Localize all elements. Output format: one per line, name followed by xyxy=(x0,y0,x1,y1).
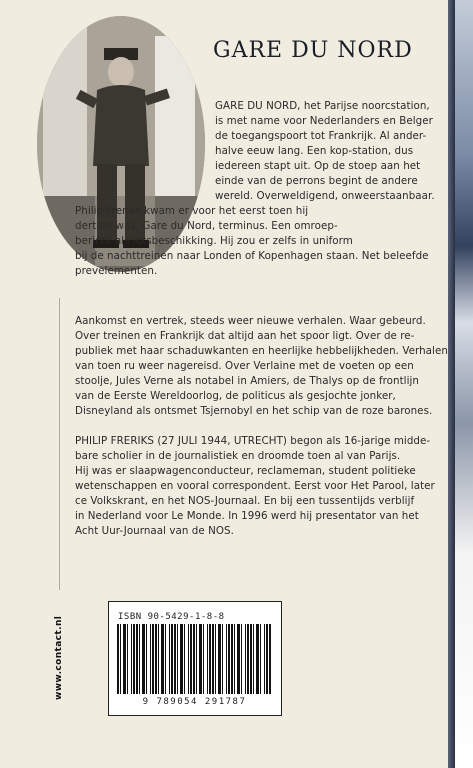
text-line: Disneyland als ontsmet Tsjernobyl en het schip van de roze barones. xyxy=(75,405,433,417)
text-line: iedereen stapt uit. Op de stoep aan het xyxy=(215,160,421,172)
barcode-number: 9 789054 291787 xyxy=(142,697,247,707)
text-line: ce Volkskrant, en het NOS-Journaal. En bij een tussentijds verblijf xyxy=(75,495,415,507)
publisher-url: www.contact.nl xyxy=(54,615,64,700)
text-line: de toegangspoort tot Frankrijk. Al ander- xyxy=(215,130,427,142)
book-title: GARE DU NORD xyxy=(213,38,413,63)
barcode-bars xyxy=(117,624,272,694)
text-line: Aankomst en vertrek, steeds weer nieuwe verhalen. Waar gebeurd. xyxy=(75,315,426,327)
stories-paragraph xyxy=(75,314,448,419)
text-line: GARE DU NORD, het Parijse noorcstation, xyxy=(215,100,430,112)
text-line: einde van de perrons begint de andere xyxy=(215,175,418,187)
text-line: prevelementen. xyxy=(75,265,158,277)
text-line: bericht als lotsbeschikking. Hij zou er zelfs in uniform xyxy=(75,235,353,247)
text-line: wetenschappen en vooral correspondent. Eerst voor Het Parool, later xyxy=(75,480,435,492)
text-line: publiek met haar schaduwkanten en heerlijke hebbelijkheden. Verhalen xyxy=(75,345,448,357)
intro-paragraph xyxy=(75,99,445,279)
author-bio-paragraph xyxy=(75,434,445,539)
text-line: van toen ru weer nagereisd. Over Verlaine met de voeten op een xyxy=(75,360,414,372)
text-line: Hij was er slaapwagenconducteur, reclameman, student politieke xyxy=(75,465,416,477)
text-line: stoolje, Jules Verne als notabel in Amiers, de Thalys op de frontlijn xyxy=(75,375,419,387)
vertical-rule xyxy=(59,298,60,590)
barcode-box xyxy=(108,601,282,716)
background-photo-strip xyxy=(455,0,473,768)
text-line: dertien was. Gare du Nord, terminus. Een omroep- xyxy=(75,220,338,232)
text-line: bare scholier in de journalistiek en droomde toen al van Parijs. xyxy=(75,450,401,462)
text-line: Philip Freriks kwam er voor het eerst toen hij xyxy=(75,205,309,217)
text-line: wereld. Overweldigend, onweerstaanbaar. xyxy=(215,190,435,202)
text-line: bij de nachttreinen naar Londen of Kopenhagen staan. Net beleefde xyxy=(75,250,429,262)
text-line: PHILIP FRERIKS (27 JULI 1944, UTRECHT) begon als 16-jarige midde- xyxy=(75,435,431,447)
text-line: is met name voor Nederlanders en Belger xyxy=(215,115,433,127)
text-line: halve eeuw lang. Een kop-station, dus xyxy=(215,145,414,157)
isbn-label: ISBN 90-5429-1-8-8 xyxy=(118,612,225,622)
text-line: in Nederland voor Le Monde. In 1996 werd hij presentator van het xyxy=(75,510,419,522)
text-line: van de Eerste Wereldoorlog, de politicus als gesjochte jonker, xyxy=(75,390,396,402)
text-line: Over treinen en Frankrijk dat altijd aan het spoor ligt. Over de re- xyxy=(75,330,415,342)
text-line: Acht Uur-Journaal van de NOS. xyxy=(75,525,234,537)
